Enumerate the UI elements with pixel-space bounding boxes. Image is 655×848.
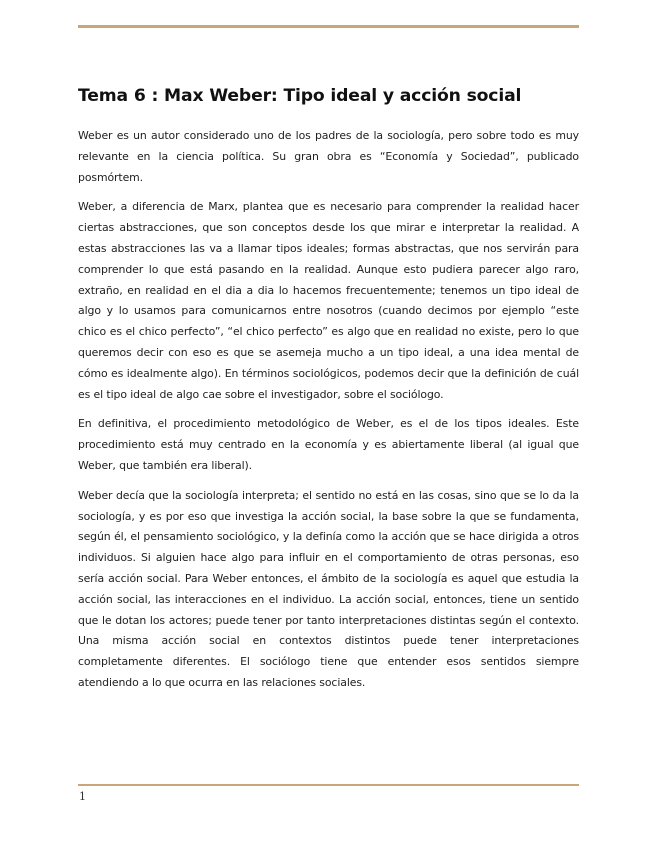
footer-rule (78, 784, 579, 786)
paragraph-ideal-types: Weber, a diferencia de Marx, plantea que es necesario para comprender la realidad hacer ciertas abstracciones, que son conceptos desde los que mirar e interpretar la realidad. A estas abstracciones las va a llamar tipos ideales; formas abstractas, que nos servirán para comprender lo que está pasando en la realidad. Aunque esto pudiera parecer algo raro, extraño, en realidad en el dia a dia lo hacemos frecuentemente; tenemos un tipo ideal de algo y lo usamos para comunicarnos entre nosotros (cuando decimos por ejemplo “este chico es el chico perfecto”, “el chico perfecto” es algo que en realidad no existe, pero lo que queremos decir con eso es que se asemeja mucho a un tipo ideal, a una idea mental de cómo es idealmente algo). En términos sociológicos, podemos decir que la definición de cuál es el tipo ideal de algo cae sobre el investigador, sobre el sociólogo. (78, 200, 579, 401)
paragraph-method: En definitiva, el procedimiento metodológico de Weber, es el de los tipos ideales. Este procedimiento está muy centrado en la economía y es abiertamente liberal (al igual que Weber, que también era liberal). (78, 417, 579, 472)
paragraph-social-action: Weber decía que la sociología interpreta; el sentido no está en las cosas, sino que se lo da la sociología, y es por eso que investiga la acción social, la base sobre la que se fundamenta, según él, el pensamiento sociológico, y la definía como la acción que se hace dirigida a otros individuos. Si alguien hace algo para influir en el comportamiento de otras personas, eso sería acción social. Para Weber entonces, el ámbito de la sociología es aquel que estudia la acción social, las interacciones en el individuo. La acción social, entonces, tiene un sentido que le dotan los actores; puede tener por tanto interpretaciones distintas según el contexto. Una misma acción social en contextos distintos puede tener interpretaciones completamente diferentes. El sociólogo tiene que entender esos sentidos siempre atendiendo a lo que ocurra en las relaciones sociales. (78, 488, 579, 689)
page-number: 1 (79, 790, 86, 803)
paragraph-intro: Weber es un autor considerado uno de los padres de la sociología, pero sobre todo es muy relevante en la ciencia política. Su gran obra es “Economía y Sociedad”, publicado posmórtem. (78, 129, 579, 184)
document-title: Tema 6 : Max Weber: Tipo ideal y acción social (78, 86, 522, 106)
header-rule (78, 25, 579, 28)
document-body (78, 126, 579, 703)
